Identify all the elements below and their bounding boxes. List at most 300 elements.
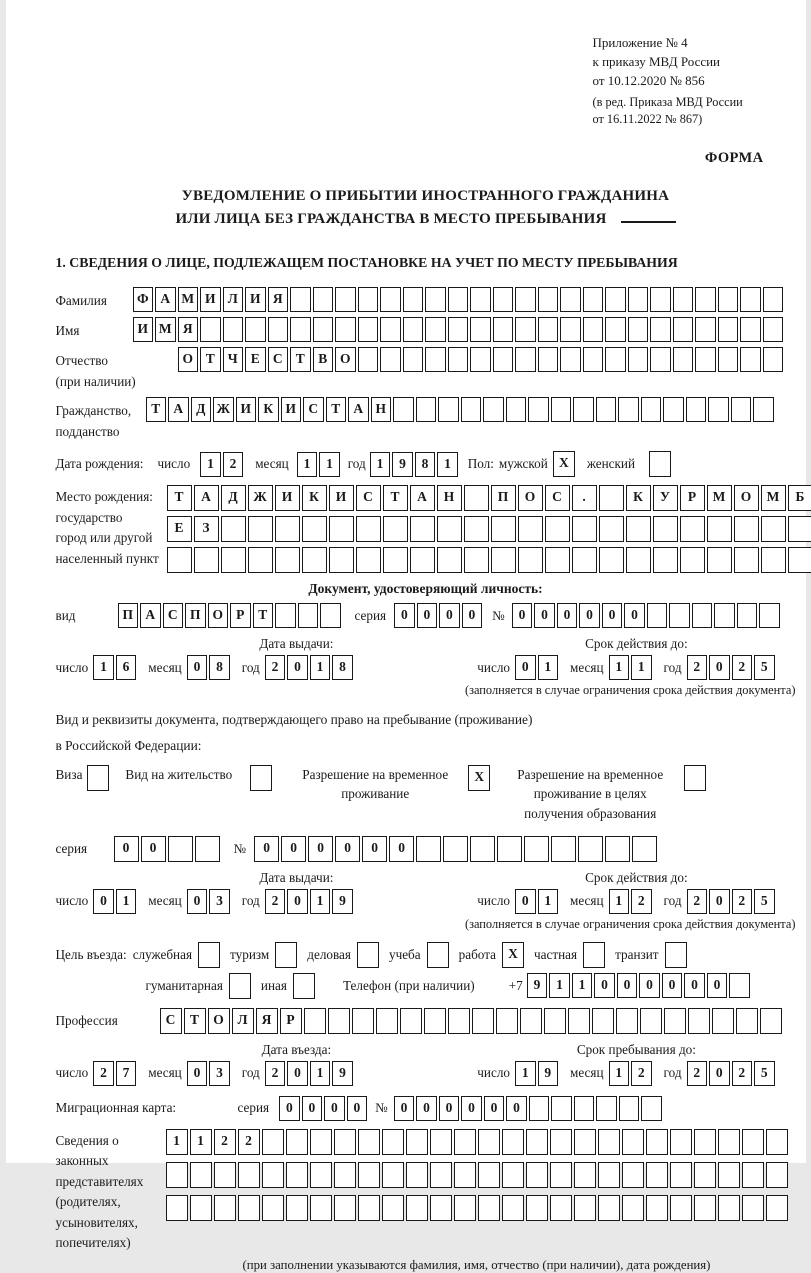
char-cell[interactable]: 9 <box>527 973 548 998</box>
char-cell[interactable]: 0 <box>579 603 600 628</box>
char-cell[interactable]: Р <box>230 603 251 628</box>
char-cell[interactable] <box>430 1195 452 1221</box>
char-cell[interactable]: 1 <box>297 452 318 477</box>
char-cell[interactable] <box>502 1129 524 1155</box>
char-cell[interactable] <box>528 397 549 422</box>
char-cell[interactable]: 0 <box>302 1096 323 1121</box>
char-cell[interactable]: П <box>118 603 139 628</box>
char-cell[interactable] <box>640 1008 662 1034</box>
char-cell[interactable]: 0 <box>709 889 730 914</box>
char-cell[interactable]: 6 <box>116 655 137 680</box>
char-cell[interactable] <box>403 317 424 342</box>
char-cell[interactable] <box>694 1162 716 1188</box>
char-cell[interactable] <box>470 287 491 312</box>
char-cell[interactable]: 2 <box>631 889 652 914</box>
char-cell[interactable]: 9 <box>538 1061 559 1086</box>
char-cell[interactable] <box>383 547 408 573</box>
char-cell[interactable] <box>425 347 446 372</box>
char-cell[interactable]: 0 <box>416 1096 437 1121</box>
char-cell[interactable] <box>788 547 811 573</box>
char-cell[interactable] <box>310 1195 332 1221</box>
char-cell[interactable] <box>448 287 469 312</box>
char-cell[interactable] <box>478 1162 500 1188</box>
char-cell[interactable] <box>454 1129 476 1155</box>
char-cell[interactable] <box>437 547 462 573</box>
char-cell[interactable] <box>248 547 273 573</box>
char-cell[interactable] <box>410 547 435 573</box>
char-cell[interactable] <box>695 287 716 312</box>
char-cell[interactable] <box>520 1008 542 1034</box>
char-cell[interactable] <box>574 1195 596 1221</box>
char-cell[interactable] <box>524 836 549 862</box>
char-cell[interactable] <box>313 287 334 312</box>
char-cell[interactable] <box>628 287 649 312</box>
char-cell[interactable]: 0 <box>515 655 536 680</box>
char-cell[interactable] <box>763 317 784 342</box>
char-cell[interactable] <box>526 1162 548 1188</box>
char-cell[interactable] <box>742 1195 764 1221</box>
char-cell[interactable]: 0 <box>439 1096 460 1121</box>
char-cell[interactable]: О <box>178 347 199 372</box>
char-cell[interactable]: М <box>707 485 732 511</box>
char-cell[interactable] <box>491 547 516 573</box>
char-cell[interactable]: А <box>168 397 189 422</box>
char-cell[interactable] <box>383 516 408 542</box>
char-cell[interactable] <box>358 1129 380 1155</box>
char-cell[interactable]: 2 <box>631 1061 652 1086</box>
char-cell[interactable]: 0 <box>617 973 638 998</box>
char-cell[interactable] <box>478 1195 500 1221</box>
char-cell[interactable] <box>718 1162 740 1188</box>
char-cell[interactable] <box>496 1008 518 1034</box>
sex-female-checkbox[interactable] <box>649 451 671 477</box>
char-cell[interactable]: Т <box>184 1008 206 1034</box>
char-cell[interactable] <box>598 1162 620 1188</box>
char-cell[interactable] <box>382 1195 404 1221</box>
char-cell[interactable] <box>329 547 354 573</box>
char-cell[interactable] <box>400 1008 422 1034</box>
char-cell[interactable] <box>740 317 761 342</box>
char-cell[interactable] <box>550 1195 572 1221</box>
char-cell[interactable]: И <box>281 397 302 422</box>
char-cell[interactable]: 0 <box>187 655 208 680</box>
char-cell[interactable]: 2 <box>687 1061 708 1086</box>
char-cell[interactable]: И <box>133 317 154 342</box>
char-cell[interactable]: 1 <box>609 655 630 680</box>
char-cell[interactable] <box>572 516 597 542</box>
char-cell[interactable] <box>290 317 311 342</box>
char-cell[interactable] <box>221 516 246 542</box>
char-cell[interactable]: 1 <box>437 452 458 477</box>
char-cell[interactable]: Т <box>253 603 274 628</box>
char-cell[interactable] <box>166 1162 188 1188</box>
char-cell[interactable] <box>632 836 657 862</box>
char-cell[interactable]: К <box>258 397 279 422</box>
char-cell[interactable] <box>650 347 671 372</box>
char-cell[interactable]: 1 <box>609 889 630 914</box>
char-cell[interactable] <box>334 1162 356 1188</box>
char-cell[interactable] <box>766 1162 788 1188</box>
char-cell[interactable] <box>646 1195 668 1221</box>
char-cell[interactable] <box>694 1195 716 1221</box>
char-cell[interactable] <box>286 1162 308 1188</box>
char-cell[interactable]: 5 <box>754 1061 775 1086</box>
char-cell[interactable]: 0 <box>417 603 438 628</box>
char-cell[interactable] <box>358 1195 380 1221</box>
char-cell[interactable] <box>334 1129 356 1155</box>
char-cell[interactable]: И <box>236 397 257 422</box>
char-cell[interactable] <box>286 1129 308 1155</box>
char-cell[interactable]: 8 <box>415 452 436 477</box>
char-cell[interactable] <box>622 1195 644 1221</box>
char-cell[interactable] <box>443 836 468 862</box>
char-cell[interactable]: С <box>303 397 324 422</box>
char-cell[interactable] <box>766 1129 788 1155</box>
char-cell[interactable] <box>515 287 536 312</box>
char-cell[interactable]: 1 <box>538 655 559 680</box>
char-cell[interactable]: Т <box>326 397 347 422</box>
char-cell[interactable] <box>393 397 414 422</box>
char-cell[interactable] <box>356 547 381 573</box>
char-cell[interactable]: 1 <box>631 655 652 680</box>
char-cell[interactable] <box>736 1008 758 1034</box>
char-cell[interactable] <box>380 317 401 342</box>
char-cell[interactable]: 1 <box>538 889 559 914</box>
char-cell[interactable] <box>493 287 514 312</box>
char-cell[interactable] <box>310 1162 332 1188</box>
char-cell[interactable]: 0 <box>141 836 166 862</box>
char-cell[interactable] <box>707 516 732 542</box>
char-cell[interactable] <box>502 1162 524 1188</box>
char-cell[interactable] <box>538 347 559 372</box>
purpose-business-checkbox[interactable] <box>357 942 379 968</box>
char-cell[interactable]: 9 <box>332 889 353 914</box>
char-cell[interactable] <box>352 1008 374 1034</box>
sex-male-checkbox[interactable]: X <box>553 451 575 477</box>
char-cell[interactable]: П <box>185 603 206 628</box>
char-cell[interactable] <box>438 397 459 422</box>
char-cell[interactable]: Б <box>788 485 811 511</box>
char-cell[interactable]: Т <box>167 485 192 511</box>
char-cell[interactable]: Я <box>268 287 289 312</box>
char-cell[interactable]: 1 <box>93 655 114 680</box>
char-cell[interactable] <box>430 1129 452 1155</box>
char-cell[interactable] <box>262 1129 284 1155</box>
char-cell[interactable]: А <box>194 485 219 511</box>
char-cell[interactable]: 0 <box>639 973 660 998</box>
char-cell[interactable] <box>518 516 543 542</box>
char-cell[interactable] <box>646 1129 668 1155</box>
char-cell[interactable]: Ж <box>213 397 234 422</box>
char-cell[interactable] <box>737 603 758 628</box>
char-cell[interactable]: Ф <box>133 287 154 312</box>
char-cell[interactable]: К <box>302 485 327 511</box>
char-cell[interactable] <box>380 347 401 372</box>
char-cell[interactable]: 1 <box>319 452 340 477</box>
char-cell[interactable] <box>692 603 713 628</box>
char-cell[interactable] <box>472 1008 494 1034</box>
char-cell[interactable] <box>406 1195 428 1221</box>
char-cell[interactable] <box>718 1129 740 1155</box>
char-cell[interactable] <box>788 516 811 542</box>
char-cell[interactable]: 2 <box>93 1061 114 1086</box>
char-cell[interactable] <box>695 347 716 372</box>
char-cell[interactable] <box>545 516 570 542</box>
char-cell[interactable] <box>653 547 678 573</box>
char-cell[interactable]: К <box>626 485 651 511</box>
char-cell[interactable] <box>599 547 624 573</box>
char-cell[interactable] <box>464 516 489 542</box>
char-cell[interactable] <box>262 1195 284 1221</box>
char-cell[interactable] <box>302 516 327 542</box>
char-cell[interactable] <box>335 317 356 342</box>
char-cell[interactable] <box>598 1129 620 1155</box>
char-cell[interactable]: С <box>356 485 381 511</box>
char-cell[interactable] <box>551 1096 572 1121</box>
char-cell[interactable]: 0 <box>594 973 615 998</box>
char-cell[interactable] <box>382 1129 404 1155</box>
char-cell[interactable] <box>680 516 705 542</box>
char-cell[interactable] <box>497 836 522 862</box>
char-cell[interactable] <box>550 1162 572 1188</box>
char-cell[interactable] <box>598 1195 620 1221</box>
char-cell[interactable] <box>167 547 192 573</box>
char-cell[interactable] <box>262 1162 284 1188</box>
char-cell[interactable] <box>763 347 784 372</box>
char-cell[interactable]: 2 <box>214 1129 236 1155</box>
char-cell[interactable] <box>605 836 630 862</box>
char-cell[interactable] <box>568 1008 590 1034</box>
char-cell[interactable] <box>574 1096 595 1121</box>
char-cell[interactable]: М <box>178 287 199 312</box>
char-cell[interactable]: Т <box>290 347 311 372</box>
char-cell[interactable]: 0 <box>484 1096 505 1121</box>
char-cell[interactable] <box>335 287 356 312</box>
char-cell[interactable] <box>298 603 319 628</box>
char-cell[interactable] <box>622 1162 644 1188</box>
char-cell[interactable]: 2 <box>732 1061 753 1086</box>
char-cell[interactable] <box>673 347 694 372</box>
char-cell[interactable]: 2 <box>687 889 708 914</box>
char-cell[interactable]: 0 <box>254 836 279 862</box>
char-cell[interactable] <box>275 603 296 628</box>
char-cell[interactable] <box>664 1008 686 1034</box>
char-cell[interactable] <box>742 1129 764 1155</box>
char-cell[interactable] <box>358 317 379 342</box>
char-cell[interactable] <box>599 485 624 511</box>
char-cell[interactable] <box>572 547 597 573</box>
char-cell[interactable]: 0 <box>287 1061 308 1086</box>
char-cell[interactable] <box>406 1162 428 1188</box>
char-cell[interactable] <box>248 516 273 542</box>
char-cell[interactable]: 0 <box>347 1096 368 1121</box>
char-cell[interactable] <box>502 1195 524 1221</box>
char-cell[interactable]: 0 <box>394 1096 415 1121</box>
char-cell[interactable] <box>761 547 786 573</box>
char-cell[interactable] <box>578 836 603 862</box>
char-cell[interactable] <box>358 1162 380 1188</box>
char-cell[interactable]: 1 <box>310 889 331 914</box>
temp-residence-checkbox[interactable]: X <box>468 765 490 791</box>
char-cell[interactable]: 1 <box>200 452 221 477</box>
char-cell[interactable]: 0 <box>308 836 333 862</box>
char-cell[interactable]: 1 <box>515 1061 536 1086</box>
char-cell[interactable]: 0 <box>512 603 533 628</box>
char-cell[interactable] <box>573 397 594 422</box>
char-cell[interactable] <box>707 547 732 573</box>
char-cell[interactable]: 1 <box>609 1061 630 1086</box>
char-cell[interactable] <box>647 603 668 628</box>
char-cell[interactable] <box>592 1008 614 1034</box>
char-cell[interactable] <box>560 287 581 312</box>
char-cell[interactable] <box>356 516 381 542</box>
char-cell[interactable] <box>708 397 729 422</box>
char-cell[interactable] <box>515 317 536 342</box>
char-cell[interactable]: 0 <box>335 836 360 862</box>
char-cell[interactable] <box>454 1195 476 1221</box>
char-cell[interactable] <box>545 547 570 573</box>
char-cell[interactable] <box>670 1162 692 1188</box>
char-cell[interactable] <box>275 516 300 542</box>
char-cell[interactable] <box>358 347 379 372</box>
char-cell[interactable] <box>760 1008 782 1034</box>
char-cell[interactable]: Н <box>437 485 462 511</box>
char-cell[interactable]: С <box>160 1008 182 1034</box>
char-cell[interactable]: 0 <box>324 1096 345 1121</box>
char-cell[interactable] <box>483 397 504 422</box>
char-cell[interactable] <box>464 485 489 511</box>
char-cell[interactable] <box>190 1195 212 1221</box>
char-cell[interactable] <box>478 1129 500 1155</box>
char-cell[interactable]: 2 <box>265 655 286 680</box>
char-cell[interactable] <box>538 287 559 312</box>
char-cell[interactable]: С <box>268 347 289 372</box>
char-cell[interactable] <box>190 1162 212 1188</box>
char-cell[interactable] <box>673 317 694 342</box>
char-cell[interactable] <box>641 397 662 422</box>
char-cell[interactable]: 0 <box>534 603 555 628</box>
char-cell[interactable]: И <box>245 287 266 312</box>
char-cell[interactable] <box>461 397 482 422</box>
char-cell[interactable]: 2 <box>238 1129 260 1155</box>
char-cell[interactable]: 0 <box>624 603 645 628</box>
char-cell[interactable]: А <box>155 287 176 312</box>
char-cell[interactable] <box>740 287 761 312</box>
char-cell[interactable] <box>583 347 604 372</box>
char-cell[interactable]: 0 <box>394 603 415 628</box>
char-cell[interactable]: З <box>194 516 219 542</box>
char-cell[interactable] <box>622 1129 644 1155</box>
char-cell[interactable] <box>328 1008 350 1034</box>
char-cell[interactable] <box>740 347 761 372</box>
char-cell[interactable]: 0 <box>707 973 728 998</box>
visa-checkbox[interactable] <box>87 765 109 791</box>
char-cell[interactable]: Н <box>371 397 392 422</box>
char-cell[interactable]: Е <box>245 347 266 372</box>
char-cell[interactable]: 2 <box>265 1061 286 1086</box>
char-cell[interactable] <box>358 287 379 312</box>
char-cell[interactable]: С <box>163 603 184 628</box>
char-cell[interactable] <box>663 397 684 422</box>
char-cell[interactable] <box>641 1096 662 1121</box>
char-cell[interactable]: О <box>208 1008 230 1034</box>
char-cell[interactable] <box>526 1129 548 1155</box>
char-cell[interactable] <box>695 317 716 342</box>
char-cell[interactable]: 0 <box>709 1061 730 1086</box>
char-cell[interactable] <box>526 1195 548 1221</box>
char-cell[interactable] <box>574 1162 596 1188</box>
char-cell[interactable] <box>688 1008 710 1034</box>
char-cell[interactable] <box>646 1162 668 1188</box>
char-cell[interactable] <box>618 397 639 422</box>
char-cell[interactable]: 0 <box>506 1096 527 1121</box>
char-cell[interactable] <box>650 317 671 342</box>
char-cell[interactable] <box>560 347 581 372</box>
char-cell[interactable] <box>538 317 559 342</box>
char-cell[interactable] <box>718 1195 740 1221</box>
purpose-tourism-checkbox[interactable] <box>275 942 297 968</box>
char-cell[interactable]: 0 <box>684 973 705 998</box>
char-cell[interactable]: 0 <box>662 973 683 998</box>
char-cell[interactable]: В <box>313 347 334 372</box>
char-cell[interactable] <box>493 317 514 342</box>
char-cell[interactable]: Л <box>223 287 244 312</box>
char-cell[interactable] <box>605 287 626 312</box>
char-cell[interactable]: 2 <box>265 889 286 914</box>
char-cell[interactable] <box>304 1008 326 1034</box>
char-cell[interactable]: . <box>572 485 597 511</box>
char-cell[interactable]: 0 <box>362 836 387 862</box>
char-cell[interactable] <box>763 287 784 312</box>
char-cell[interactable] <box>245 317 266 342</box>
char-cell[interactable] <box>410 516 435 542</box>
char-cell[interactable]: 2 <box>223 452 244 477</box>
char-cell[interactable] <box>329 516 354 542</box>
char-cell[interactable] <box>596 1096 617 1121</box>
char-cell[interactable] <box>653 516 678 542</box>
char-cell[interactable] <box>166 1195 188 1221</box>
purpose-humanitarian-checkbox[interactable] <box>229 973 251 999</box>
char-cell[interactable]: 1 <box>116 889 137 914</box>
char-cell[interactable] <box>275 547 300 573</box>
char-cell[interactable]: А <box>140 603 161 628</box>
char-cell[interactable] <box>669 603 690 628</box>
char-cell[interactable] <box>424 1008 446 1034</box>
char-cell[interactable] <box>673 287 694 312</box>
char-cell[interactable] <box>766 1195 788 1221</box>
char-cell[interactable] <box>214 1162 236 1188</box>
char-cell[interactable]: 5 <box>754 889 775 914</box>
char-cell[interactable] <box>712 1008 734 1034</box>
char-cell[interactable] <box>302 547 327 573</box>
char-cell[interactable]: 9 <box>332 1061 353 1086</box>
char-cell[interactable] <box>406 1129 428 1155</box>
purpose-work-checkbox[interactable]: X <box>502 942 524 968</box>
char-cell[interactable] <box>686 397 707 422</box>
char-cell[interactable]: 1 <box>549 973 570 998</box>
char-cell[interactable]: И <box>275 485 300 511</box>
char-cell[interactable] <box>626 547 651 573</box>
char-cell[interactable]: 0 <box>515 889 536 914</box>
char-cell[interactable]: 7 <box>116 1061 137 1086</box>
char-cell[interactable] <box>550 1129 572 1155</box>
char-cell[interactable]: Р <box>280 1008 302 1034</box>
char-cell[interactable] <box>551 836 576 862</box>
char-cell[interactable]: О <box>208 603 229 628</box>
char-cell[interactable] <box>376 1008 398 1034</box>
char-cell[interactable]: О <box>734 485 759 511</box>
char-cell[interactable] <box>506 397 527 422</box>
